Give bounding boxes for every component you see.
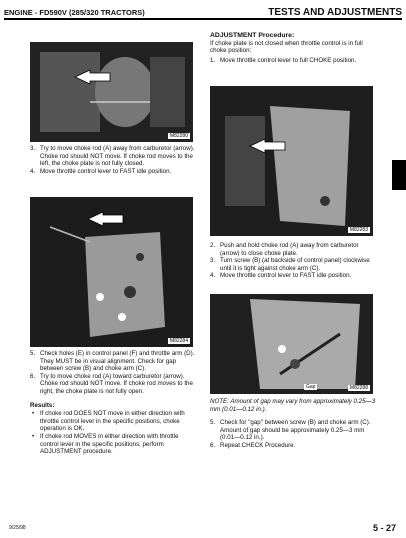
figure-id: M82288 <box>349 385 368 391</box>
gap-label: Gap <box>306 384 316 390</box>
step-3: 3. Try to move choke rod (A) away from carburetor (arrow). Choke rod should NOT move. If choke rod moves to the left, the choke plate is not fully closed. <box>30 145 195 168</box>
step-1: 1. Move throttle control lever to full CHOKE position. <box>210 56 357 64</box>
header-chapter-title: TESTS AND ADJUSTMENTS <box>268 7 402 18</box>
results-heading: Results: <box>30 401 55 409</box>
adjustment-intro: If choke plate is not closed when throttle control is in full choke position: <box>210 39 363 55</box>
left-top-steps <box>30 145 195 175</box>
right-top-text <box>210 32 378 64</box>
photo-control-panel-alignment <box>30 197 193 347</box>
step-6: 6. Repeat CHECK Procedure. <box>210 441 296 449</box>
left-bottom-steps <box>30 350 195 456</box>
figure-id: M82284 <box>169 338 188 344</box>
result-adjust: • If choke rod MOVES in either direction with throttle control lever in the specific positions, perform ADJUSTMENT procedure. <box>32 432 179 456</box>
gap-note: NOTE: Amount of gap may vary from approximately 0.25—3 mm (0.01—0.12 in.). <box>210 398 376 413</box>
photo-choke-drawing <box>210 86 373 236</box>
step-3: 3. Turn screw (B) (at backside of control panel) clockwise until it is tight against choke arm (C). <box>210 257 370 272</box>
step-5: 5. Check holes (E) in control panel (F) and throttle arm (D). They MUST be in visual alignment. Check for gap between screw (B) and choke arm (C). <box>30 350 195 373</box>
section-tab <box>392 160 406 190</box>
step-4: 4. Move throttle control lever to FAST idle position. <box>30 167 172 175</box>
result-ok: • If choke rod DOES NOT move in either direction with throttle control lever in the specific positions, choke operation is OK. <box>32 410 185 433</box>
page-header <box>4 4 402 20</box>
adjustment-heading: ADJUSTMENT Procedure: <box>210 32 295 39</box>
header-section-title: ENGINE - FD590V (285/320 TRACTORS) <box>4 8 145 17</box>
photo-choke-rod-closed <box>30 42 193 142</box>
photo-panel-drawing <box>30 197 193 347</box>
right-mid-steps <box>210 242 378 280</box>
photo-gap-drawing <box>210 294 373 394</box>
page-number: 5 - 27 <box>372 523 396 533</box>
figure-id: M82283 <box>349 227 368 233</box>
step-6: 6. Try to move choke rod (A) toward carburetor (arrow). Choke rod should NOT move. If choke rod moves to the right, the choke plate is not fully open. <box>30 372 193 395</box>
step-2: 2. Push and hold choke rod (A) away from carburetor (arrow) to close choke plate. <box>210 242 359 257</box>
step-5: 5. Check for "gap" between screw (B) and choke arm (C). Amount of gap should be approximately 0.25—3 mm (0.01—0.12 in.). <box>210 419 371 442</box>
step-4: 4. Move throttle control lever to FAST idle position. <box>210 272 352 280</box>
footer-date: 9/25/98 <box>9 525 26 531</box>
photo-engine-drawing <box>30 42 193 142</box>
right-bottom-steps <box>210 398 378 450</box>
figure-id: M82280 <box>169 133 188 139</box>
photo-gap-check <box>210 294 373 394</box>
photo-choke-push <box>210 86 373 236</box>
